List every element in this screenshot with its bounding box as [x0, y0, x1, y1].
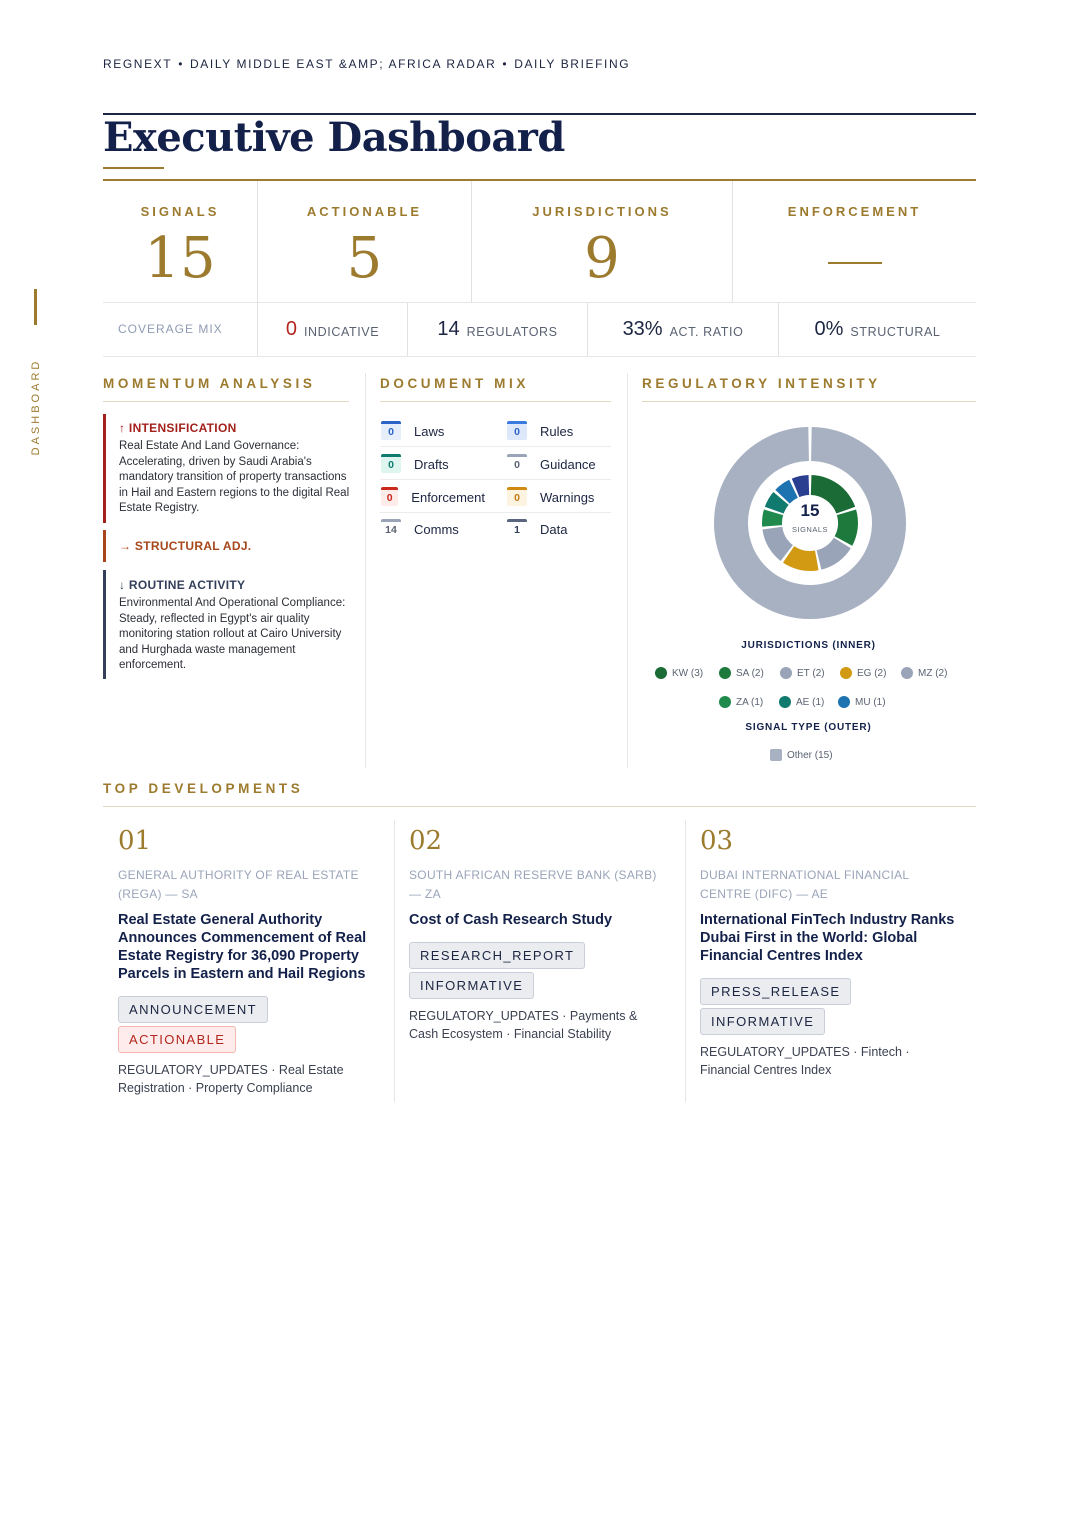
legend-item-sa: SA (2) — [719, 667, 764, 679]
development-meta: REGULATORY_UPDATES · Fintech · Financial Centres Index — [700, 1045, 910, 1077]
count-badge: 0 — [507, 424, 527, 440]
legend-swatch — [780, 667, 792, 679]
inner-ring-title: JURISDICTIONS (INNER) — [741, 640, 876, 651]
legend-item-za: ZA (1) — [719, 696, 763, 708]
kpi-enforcement — [732, 181, 976, 302]
mix-indicative — [257, 303, 407, 356]
mix-regulators — [407, 303, 587, 356]
legend-swatch — [901, 667, 913, 679]
tag-badge: PRESS_RELEASE — [700, 978, 851, 1005]
intensity-rule — [642, 401, 976, 402]
mix-label: ACT. RATIO — [669, 324, 744, 339]
development-card — [700, 822, 960, 1079]
legend-item-et: ET (2) — [780, 667, 825, 679]
column-divider — [685, 820, 686, 1102]
intensity-heading: REGULATORY INTENSITY — [642, 376, 881, 391]
doc-drafts — [381, 448, 485, 481]
development-number: 01 — [118, 826, 152, 856]
tag-badge: INFORMATIVE — [700, 1008, 825, 1035]
momentum-rule — [103, 401, 349, 402]
development-title[interactable]: Cost of Cash Research Study — [409, 912, 613, 928]
legend-swatch — [840, 667, 852, 679]
intensity-donut-chart — [712, 425, 908, 621]
legend-item-ae: AE (1) — [779, 696, 824, 708]
title-underline — [103, 167, 164, 169]
coverage-mix-row — [103, 303, 976, 357]
kpi-signals — [103, 181, 257, 302]
mix-act-ratio — [587, 303, 778, 356]
doc-type-label: Guidance — [540, 457, 596, 472]
momentum-structural — [103, 530, 353, 562]
legend-item-eg: EG (2) — [840, 667, 886, 679]
jurisdiction-ring — [762, 475, 858, 571]
tag-badge: ANNOUNCEMENT — [118, 996, 268, 1023]
tag-badge: INFORMATIVE — [409, 972, 534, 999]
kpi-label: ENFORCEMENT — [787, 204, 922, 219]
mix-value: 0 — [285, 318, 297, 340]
kpi-actionable — [257, 181, 471, 302]
developments-heading: TOP DEVELOPMENTS — [103, 781, 304, 796]
doc-guidance — [507, 448, 611, 481]
developments-rule — [103, 806, 976, 807]
legend-swatch — [719, 667, 731, 679]
legend-swatch — [770, 749, 782, 761]
momentum-routine — [103, 570, 353, 679]
doc-type-label: Comms — [414, 522, 459, 537]
document-mix-rule — [380, 401, 611, 402]
legend-swatch — [719, 696, 731, 708]
count-badge: 0 — [381, 457, 401, 473]
momentum-title: ↑ INTENSIFICATION — [119, 421, 237, 435]
side-section-label: DASHBOARD — [30, 358, 42, 456]
development-number: 02 — [409, 826, 443, 856]
kpi-label: JURISDICTIONS — [532, 204, 672, 219]
momentum-title: ↓ ROUTINE ACTIVITY — [119, 578, 246, 592]
mix-label: REGULATORS — [466, 324, 558, 339]
doc-type-label: Drafts — [414, 457, 449, 472]
count-badge: 14 — [381, 522, 401, 538]
development-source: SOUTH AFRICAN RESERVE BANK (SARB) — ZA — [409, 868, 657, 901]
doc-enforcement — [381, 481, 485, 514]
kpi-value: 5 — [346, 226, 383, 291]
momentum-text: Environmental And Operational Compliance: Steady, reflected in Egypt's air quality monitoring station rollout at Cairo University and Hurghada waste management enforcement. — [119, 597, 346, 671]
kpi-value: 15 — [144, 226, 216, 291]
column-divider — [394, 820, 395, 1102]
development-meta: REGULATORY_UPDATES · Payments & Cash Ecosystem · Financial Stability — [409, 1009, 638, 1041]
side-accent-bar — [34, 289, 37, 325]
mix-structural — [778, 303, 976, 356]
donut-center-label: SIGNALS — [791, 525, 828, 534]
kpi-row — [103, 181, 976, 303]
legend-swatch — [838, 696, 850, 708]
doc-rules — [507, 415, 611, 448]
kpi-label: SIGNALS — [140, 204, 220, 219]
doc-type-label: Rules — [540, 424, 574, 439]
tag-badge: RESEARCH_REPORT — [409, 942, 585, 969]
doc-type-label: Data — [540, 522, 568, 537]
outer-ring-title: SIGNAL TYPE (OUTER) — [745, 722, 872, 733]
doc-warnings — [507, 481, 611, 514]
breadcrumb-separator: • — [178, 57, 185, 71]
development-source: GENERAL AUTHORITY OF REAL ESTATE (REGA) — SA — [118, 868, 359, 901]
edition-name: DAILY MIDDLE EAST &AMP; AFRICA RADAR — [190, 57, 497, 71]
legend-item-kw: KW (3) — [655, 667, 703, 679]
development-card — [118, 822, 378, 1097]
donut-center-value: 15 — [800, 501, 820, 520]
momentum-heading: MOMENTUM ANALYSIS — [103, 376, 316, 391]
doc-type-label: Enforcement — [411, 490, 485, 505]
development-title[interactable]: Real Estate General Authority Announces Commencement of Real Estate Registry for 36,090 Property Parcels in Eastern and Hail Regions — [118, 912, 367, 982]
mix-label: STRUCTURAL — [850, 324, 941, 339]
breadcrumb — [103, 57, 630, 71]
doc-type-label: Laws — [414, 424, 445, 439]
legend-swatch — [655, 667, 667, 679]
brand-name: REGNEXT — [103, 57, 173, 71]
tag-list — [118, 993, 378, 1053]
doc-data — [507, 513, 611, 546]
signal-type-segment — [714, 427, 906, 619]
count-badge: 0 — [381, 424, 401, 440]
mix-value: 0% — [814, 318, 844, 340]
coverage-mix-label: COVERAGE MIX — [118, 322, 223, 336]
count-badge: 0 — [507, 490, 527, 506]
momentum-title: → STRUCTURAL ADJ. — [119, 539, 252, 553]
kpi-jurisdictions — [471, 181, 732, 302]
tag-list — [409, 939, 669, 999]
page-title: Executive Dashboard — [103, 114, 565, 161]
document-mix-heading: DOCUMENT MIX — [380, 376, 529, 391]
column-divider — [627, 373, 628, 768]
legend-item-mu: MU (1) — [838, 696, 886, 708]
development-title[interactable]: International FinTech Industry Ranks Dubai First in the World: Global Financial Centres Index — [700, 912, 955, 964]
briefing-type: DAILY BRIEFING — [514, 57, 631, 71]
doc-type-label: Warnings — [540, 490, 595, 505]
count-badge: 0 — [507, 457, 527, 473]
development-number: 03 — [700, 826, 734, 856]
doc-comms — [381, 513, 485, 546]
count-badge: 1 — [507, 522, 527, 538]
development-card — [409, 822, 669, 1043]
legend-item-mz: MZ (2) — [901, 667, 947, 679]
momentum-intensification — [103, 414, 353, 523]
mix-label: INDICATIVE — [303, 324, 380, 339]
development-source: DUBAI INTERNATIONAL FINANCIAL CENTRE (DIFC) — AE — [700, 868, 909, 901]
kpi-value: 9 — [584, 226, 620, 291]
doc-laws — [381, 415, 485, 448]
kpi-label: ACTIONABLE — [306, 204, 423, 219]
legend-swatch — [779, 696, 791, 708]
empty-value-dash — [828, 262, 882, 264]
legend-item-other: Other (15) — [770, 749, 833, 761]
breadcrumb-separator: • — [502, 57, 509, 71]
count-badge: 0 — [381, 490, 398, 506]
mix-value: 33% — [622, 318, 663, 340]
signal-type-ring — [714, 427, 906, 619]
jurisdiction-segment — [817, 538, 851, 570]
column-divider — [365, 373, 366, 768]
momentum-text: Real Estate And Land Governance: Accelerating, driven by Saudi Arabia's mandatory transition of property transactions in Hail and Eastern regions to the digital Real Estate Registry. — [119, 440, 350, 514]
development-meta: REGULATORY_UPDATES · Real Estate Registration · Property Compliance — [118, 1063, 344, 1095]
tag-list — [700, 975, 960, 1035]
mix-value: 14 — [437, 318, 460, 340]
tag-badge: ACTIONABLE — [118, 1026, 236, 1053]
